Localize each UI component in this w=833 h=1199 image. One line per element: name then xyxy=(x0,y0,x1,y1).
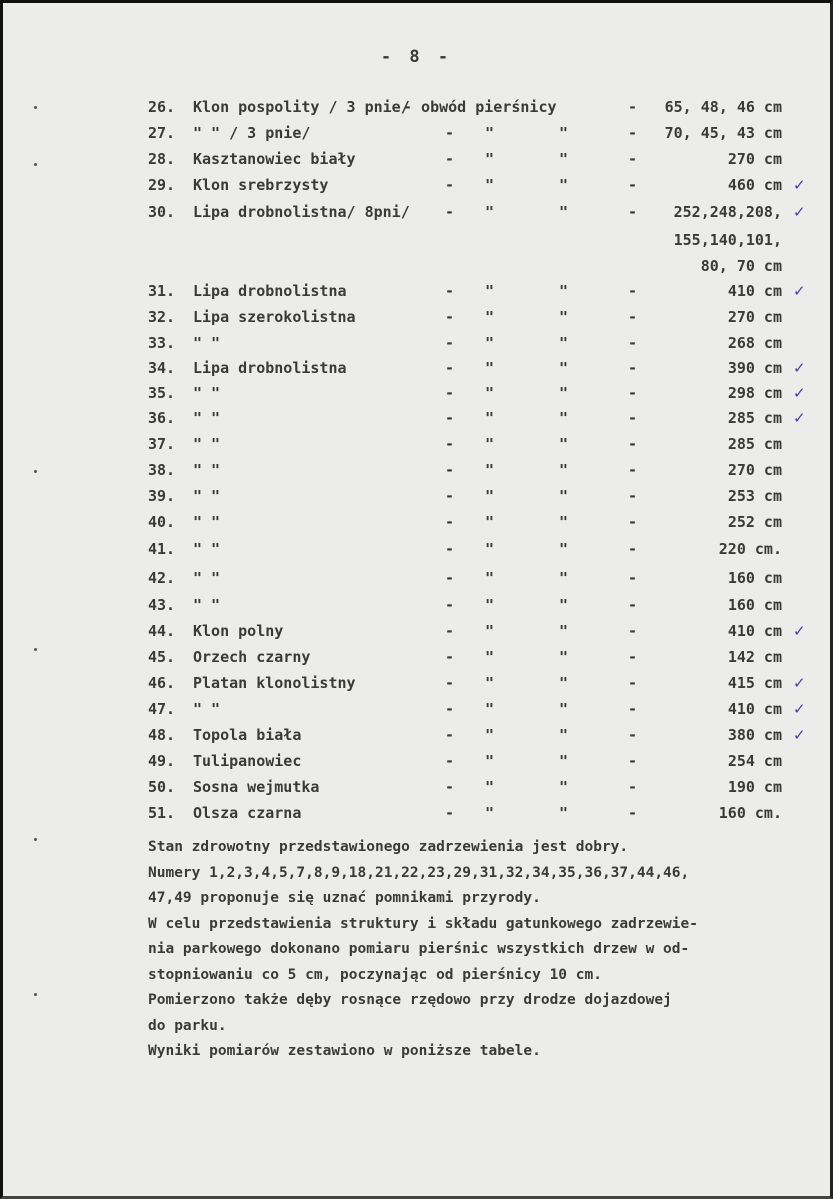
girth-value: 410 cm xyxy=(727,282,782,300)
tree-name: Lipa drobnolistna xyxy=(193,282,347,300)
ditto-col: " xyxy=(485,778,495,796)
list-item xyxy=(3,726,830,748)
item-number: 47. xyxy=(148,700,176,718)
ditto-col: - xyxy=(445,726,455,744)
ditto-col: " xyxy=(559,359,569,377)
girth-value: 155,140,101, xyxy=(673,231,782,249)
item-number: 43. xyxy=(148,596,176,614)
margin-mark xyxy=(34,838,37,841)
ditto-col: - xyxy=(445,203,455,221)
girth-value: 380 cm xyxy=(727,726,782,744)
item-number: 32. xyxy=(148,308,176,326)
girth-value: 253 cm xyxy=(727,487,782,505)
tree-name: Lipa szerokolistna xyxy=(193,308,356,326)
item-number: 33. xyxy=(148,334,176,352)
girth-value: 270 cm xyxy=(727,308,782,326)
dash-col: - xyxy=(628,359,638,377)
list-item xyxy=(3,700,830,722)
list-item xyxy=(3,334,830,356)
tree-name: Klon polny xyxy=(193,622,284,640)
dash-col: - xyxy=(628,435,638,453)
tree-name: " " xyxy=(193,435,221,453)
page-number: - 8 - xyxy=(380,47,453,67)
paragraph-line: Pomierzono także dęby rosnące rzędowo przy drodze dojazdowej xyxy=(148,992,672,1008)
ditto-col: " xyxy=(559,124,569,142)
ditto-col: " xyxy=(559,778,569,796)
item-number: 29. xyxy=(148,176,176,194)
tree-name: " " xyxy=(193,334,221,352)
dash-col: - xyxy=(628,384,638,402)
list-item xyxy=(3,596,830,618)
list-item xyxy=(3,648,830,670)
ditto-col: " xyxy=(559,334,569,352)
ditto-col: " xyxy=(559,726,569,744)
check-mark: ✓ xyxy=(793,282,806,300)
dash-col: - xyxy=(628,150,638,168)
item-number: 42. xyxy=(148,569,176,587)
girth-value: 252 cm xyxy=(727,513,782,531)
ditto-col: " xyxy=(485,334,495,352)
girth-value: 298 cm xyxy=(727,384,782,402)
ditto-col: - xyxy=(445,176,455,194)
item-number: 30. xyxy=(148,203,176,221)
girth-value: 65, 48, 46 cm xyxy=(664,98,782,116)
tree-name: Kasztanowiec biały xyxy=(193,150,356,168)
ditto-col: " xyxy=(485,622,495,640)
list-item xyxy=(3,203,830,225)
dash-col: - xyxy=(628,461,638,479)
tree-name: " " / 3 pnie/ xyxy=(193,124,311,142)
list-item xyxy=(3,487,830,509)
girth-value: 160 cm xyxy=(727,569,782,587)
dash-col: - xyxy=(628,622,638,640)
paragraph-line: stopniowaniu co 5 cm, poczynając od pierśnicy 10 cm. xyxy=(148,966,602,983)
item-number: 51. xyxy=(148,804,176,822)
ditto-col: " xyxy=(559,622,569,640)
ditto-col: " xyxy=(485,513,495,531)
list-item xyxy=(3,622,830,644)
ditto-col: " xyxy=(485,203,495,221)
item-number: 26. xyxy=(148,98,176,116)
ditto-col: " xyxy=(559,176,569,194)
dash-col: - xyxy=(628,513,638,531)
dash-col: - xyxy=(628,752,638,770)
ditto-col: " xyxy=(559,409,569,427)
check-mark: ✓ xyxy=(793,674,806,692)
list-item xyxy=(3,752,830,774)
tree-name: " " xyxy=(193,384,221,402)
ditto-col: " xyxy=(485,409,495,427)
item-number: 45. xyxy=(148,648,176,666)
list-item xyxy=(3,150,830,172)
ditto-col: " xyxy=(559,804,569,822)
ditto-col: - xyxy=(445,596,455,614)
ditto-col: " xyxy=(559,203,569,221)
dash-col: - xyxy=(628,569,638,587)
tree-name: " " xyxy=(193,569,221,587)
ditto-col: " xyxy=(485,176,495,194)
tree-name: Klon srebrzysty xyxy=(193,176,329,194)
margin-mark xyxy=(34,993,37,996)
ditto-col: " xyxy=(559,700,569,718)
tree-name: Olsza czarna xyxy=(193,804,302,822)
tree-name: Tulipanowiec xyxy=(193,752,302,770)
item-number: 38. xyxy=(148,461,176,479)
ditto-col: " xyxy=(485,359,495,377)
girth-value: 415 cm xyxy=(727,674,782,692)
girth-value: 220 cm. xyxy=(718,540,782,558)
ditto-col: " xyxy=(485,461,495,479)
tree-name: Lipa drobnolistna/ 8pni/ xyxy=(193,203,410,221)
ditto-col: " xyxy=(559,513,569,531)
item-number: 46. xyxy=(148,674,176,692)
dash-col: - xyxy=(628,596,638,614)
list-item xyxy=(3,569,830,591)
ditto-col: " xyxy=(559,308,569,326)
dash-col: - xyxy=(628,176,638,194)
ditto-col: - xyxy=(445,804,455,822)
ditto-col: " xyxy=(485,487,495,505)
check-mark: ✓ xyxy=(793,176,806,194)
ditto-col: - xyxy=(445,569,455,587)
dash-col: - xyxy=(628,804,638,822)
list-item xyxy=(3,176,830,198)
ditto-col: " xyxy=(485,435,495,453)
tree-name: Lipa drobnolistna xyxy=(193,359,347,377)
dash-col: - xyxy=(628,203,638,221)
item-number: 39. xyxy=(148,487,176,505)
tree-name: Platan klonolistny xyxy=(193,674,356,692)
girth-value: 70, 45, 43 cm xyxy=(664,124,782,142)
ditto-col: - xyxy=(445,282,455,300)
tree-name: " " xyxy=(193,487,221,505)
girth-value: 252,248,208, xyxy=(673,203,782,221)
ditto-col: " xyxy=(559,569,569,587)
ditto-col: " xyxy=(559,752,569,770)
item-number: 49. xyxy=(148,752,176,770)
list-item xyxy=(3,461,830,483)
paragraph-line: nia parkowego dokonano pomiaru pierśnic wszystkich drzew w od- xyxy=(148,941,690,957)
ditto-col: - xyxy=(445,752,455,770)
list-item xyxy=(3,98,830,120)
paragraph-line: Wyniki pomiarów zestawiono w poniższe tabele. xyxy=(148,1043,541,1059)
list-item xyxy=(3,435,830,457)
ditto-col: - xyxy=(445,674,455,692)
check-mark: ✓ xyxy=(793,409,806,427)
list-item xyxy=(3,231,830,253)
list-item xyxy=(3,124,830,146)
girth-value: 285 cm xyxy=(727,435,782,453)
ditto-col: " xyxy=(485,124,495,142)
paragraph-line: 47,49 proponuje się uznać pomnikami przyrody. xyxy=(148,890,541,906)
tree-name: " " xyxy=(193,700,221,718)
ditto-col: - xyxy=(445,435,455,453)
ditto-col: - xyxy=(445,384,455,402)
paragraph-line: Stan zdrowotny przedstawionego zadrzewienia jest dobry. xyxy=(148,839,629,855)
item-number: 44. xyxy=(148,622,176,640)
dash-col: - xyxy=(628,308,638,326)
dash-col: - xyxy=(628,674,638,692)
item-number: 40. xyxy=(148,513,176,531)
list-item xyxy=(3,513,830,535)
ditto-col: - xyxy=(445,648,455,666)
list-item xyxy=(3,778,830,800)
ditto-col: - xyxy=(445,778,455,796)
dash-col: - xyxy=(628,282,638,300)
list-item xyxy=(3,804,830,826)
girth-value: 410 cm xyxy=(727,700,782,718)
tree-name: " " xyxy=(193,461,221,479)
ditto-col: " xyxy=(485,596,495,614)
ditto-col: " xyxy=(559,435,569,453)
ditto-col: " xyxy=(485,700,495,718)
ditto-col: " xyxy=(559,384,569,402)
dash-col: - xyxy=(628,726,638,744)
item-number: 34. xyxy=(148,359,176,377)
list-item xyxy=(3,674,830,696)
ditto-col: - xyxy=(445,124,455,142)
girth-value: 390 cm xyxy=(727,359,782,377)
dash-col: - xyxy=(628,124,638,142)
ditto-col: - xyxy=(445,409,455,427)
check-mark: ✓ xyxy=(793,700,806,718)
ditto-col: " xyxy=(485,726,495,744)
tree-name: Topola biała xyxy=(193,726,302,744)
ditto-col: " xyxy=(485,150,495,168)
ditto-col: " xyxy=(485,282,495,300)
ditto-col: - xyxy=(445,308,455,326)
list-item xyxy=(3,540,830,562)
ditto-col: " xyxy=(485,384,495,402)
tree-name: " " xyxy=(193,596,221,614)
tree-name: " " xyxy=(193,513,221,531)
tree-name: " " xyxy=(193,409,221,427)
dash-col: - xyxy=(628,700,638,718)
list-item xyxy=(3,282,830,304)
dash-col: - xyxy=(628,409,638,427)
girth-value: 142 cm xyxy=(727,648,782,666)
item-number: 36. xyxy=(148,409,176,427)
girth-value: 460 cm xyxy=(727,176,782,194)
girth-value: 285 cm xyxy=(727,409,782,427)
item-number: 27. xyxy=(148,124,176,142)
ditto-col: " xyxy=(559,596,569,614)
girth-value: 80, 70 cm xyxy=(700,257,782,275)
ditto-col: - xyxy=(445,540,455,558)
list-item xyxy=(3,308,830,330)
ditto-col: - xyxy=(445,359,455,377)
ditto-col: - xyxy=(445,150,455,168)
paragraph-line: Numery 1,2,3,4,5,7,8,9,18,21,22,23,29,31,32,34,35,36,37,44,46, xyxy=(148,864,690,881)
dash-col: - xyxy=(628,98,638,116)
ditto-col: - obwód pierśnicy xyxy=(403,98,557,116)
ditto-col: " xyxy=(559,282,569,300)
ditto-col: " xyxy=(559,461,569,479)
ditto-col: " xyxy=(559,150,569,168)
tree-name: Orzech czarny xyxy=(193,648,311,666)
tree-name: Klon pospolity / 3 pnie/ xyxy=(193,98,410,116)
ditto-col: " xyxy=(485,752,495,770)
item-number: 50. xyxy=(148,778,176,796)
check-mark: ✓ xyxy=(793,384,806,402)
ditto-col: " xyxy=(485,648,495,666)
girth-value: 270 cm xyxy=(727,150,782,168)
check-mark: ✓ xyxy=(793,359,806,377)
list-item xyxy=(3,257,830,279)
ditto-col: - xyxy=(445,461,455,479)
check-mark: ✓ xyxy=(793,203,806,221)
list-item xyxy=(3,359,830,381)
item-number: 31. xyxy=(148,282,176,300)
girth-value: 190 cm xyxy=(727,778,782,796)
girth-value: 160 cm xyxy=(727,596,782,614)
tree-name: Sosna wejmutka xyxy=(193,778,320,796)
paragraph-line: do parku. xyxy=(148,1017,227,1034)
ditto-col: " xyxy=(559,487,569,505)
dash-col: - xyxy=(628,540,638,558)
girth-value: 270 cm xyxy=(727,461,782,479)
ditto-col: - xyxy=(445,700,455,718)
girth-value: 254 cm xyxy=(727,752,782,770)
girth-value: 160 cm. xyxy=(718,804,782,822)
ditto-col: " xyxy=(485,540,495,558)
item-number: 35. xyxy=(148,384,176,402)
ditto-col: " xyxy=(485,674,495,692)
item-number: 41. xyxy=(148,540,176,558)
ditto-col: " xyxy=(559,648,569,666)
list-item xyxy=(3,384,830,406)
check-mark: ✓ xyxy=(793,622,806,640)
ditto-col: " xyxy=(485,308,495,326)
dash-col: - xyxy=(628,487,638,505)
ditto-col: " xyxy=(485,804,495,822)
tree-name: " " xyxy=(193,540,221,558)
girth-value: 268 cm xyxy=(727,334,782,352)
item-number: 28. xyxy=(148,150,176,168)
ditto-col: - xyxy=(445,622,455,640)
dash-col: - xyxy=(628,778,638,796)
item-number: 37. xyxy=(148,435,176,453)
ditto-col: " xyxy=(559,540,569,558)
summary-paragraph xyxy=(148,835,800,1065)
check-mark: ✓ xyxy=(793,726,806,744)
ditto-col: " xyxy=(559,674,569,692)
item-number: 48. xyxy=(148,726,176,744)
dash-col: - xyxy=(628,334,638,352)
girth-value: 410 cm xyxy=(727,622,782,640)
list-item xyxy=(3,409,830,431)
ditto-col: - xyxy=(445,334,455,352)
dash-col: - xyxy=(628,648,638,666)
ditto-col: - xyxy=(445,513,455,531)
ditto-col: - xyxy=(445,487,455,505)
ditto-col: " xyxy=(485,569,495,587)
paragraph-line: W celu przedstawienia struktury i składu gatunkowego zadrzewie- xyxy=(148,915,698,932)
